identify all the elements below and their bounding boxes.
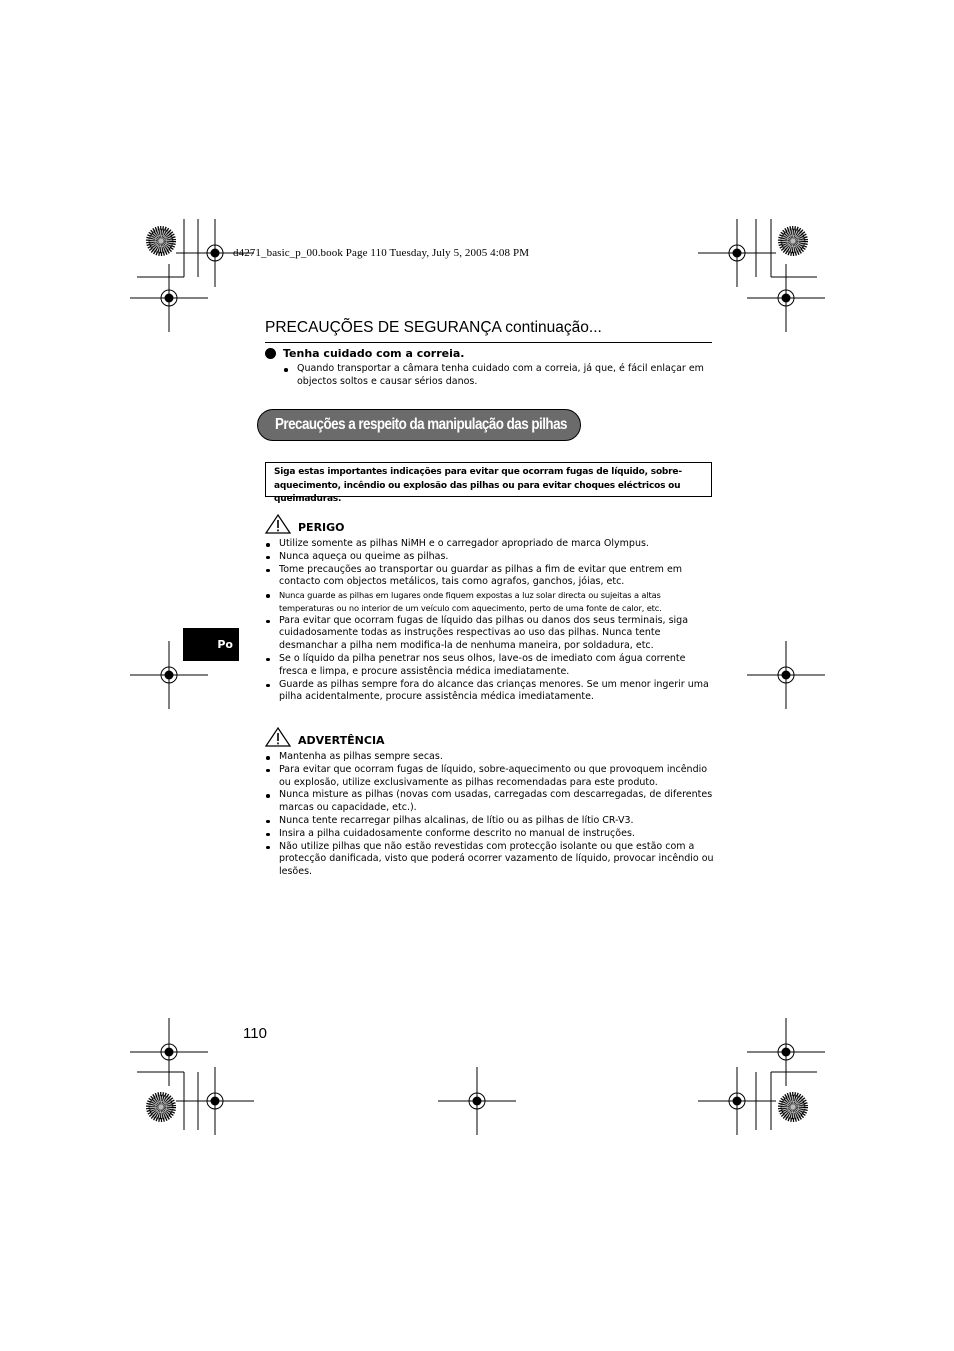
page-number: 110 [243,1025,267,1042]
warning-list [265,751,715,879]
battery-banner-text: Precauções a respeito da manipulação das pilhas [275,416,567,433]
list-item: Nunca aqueça ou queime as pilhas. [265,551,715,564]
list-item: Nunca guarde as pilhas em lugares onde fiquem expostas a luz solar directa ou sujeitas a altas temperaturas ou no interior de um veículo com aquecimento, perto de uma fonte de calor, etc. [265,589,715,614]
battery-section-banner [257,409,581,441]
warning-heading [265,727,715,747]
warning-section [265,727,715,879]
danger-section [265,514,715,704]
list-item: Para evitar que ocorram fugas de líquido das pilhas ou danos dos seus terminais, siga cuidadosamente todas as instruções respectivas ao uso das pilhas. Nunca tente desmanchar a pilha nem modifica-la de nenhuma maneira, por soldadura, etc. [265,615,715,653]
list-item: Guarde as pilhas sempre fora do alcance das crianças menores. Se um menor ingerir uma pilha acidentalmente, procure assistência médica imediatamente. [265,679,715,705]
list-item: Nunca misture as pilhas (novas com usadas, carregadas com descarregadas, de diferentes marcas ou capacidade, etc.). [265,789,715,815]
strap-heading-text: Tenha cuidado com a correia. [283,347,465,360]
list-item: Não utilize pilhas que não estão revestidas com protecção isolante ou que estão com a protecção danificada, visto que poderá ocorrer vazamento de líquido, provocar incêndio ou lesões. [265,841,715,879]
warning-label: ADVERTÊNCIA [298,734,385,747]
bullet-icon [265,348,276,359]
list-item: Quando transportar a câmara tenha cuidado com a correia, já que, é fácil enlaçar em objectos soltos e causar sérios danos. [283,363,713,389]
list-item: Se o líquido da pilha penetrar nos seus olhos, lave-os de imediato com água corrente fresca e limpa, e procure assistência médica imediatamente. [265,653,715,679]
danger-list [265,538,715,704]
list-item: Utilize somente as pilhas NiMH e o carregador apropriado de marca Olympus. [265,538,715,551]
danger-label: PERIGO [298,521,345,534]
list-item: Tome precauções ao transportar ou guardar as pilhas a fim de evitar que entrem em contacto com objectos metálicos, tais como agrafos, ganchos, jóias, etc. [265,564,715,590]
strap-text [283,363,713,389]
title-rule [265,342,712,343]
list-item: Nunca tente recarregar pilhas alcalinas, de lítio ou as pilhas de lítio CR-V3. [265,815,715,828]
danger-heading [265,514,715,534]
list-item: Insira a pilha cuidadosamente conforme descrito no manual de instruções. [265,828,715,841]
language-tab [183,628,239,661]
strap-heading [265,347,464,360]
language-tab-label: Po [217,638,233,651]
warning-triangle-icon [265,514,291,534]
warning-triangle-icon [265,727,291,747]
section-title: PRECAUÇÕES DE SEGURANÇA continuação... [265,319,602,336]
print-header-info: d4271_basic_p_00.book Page 110 Tuesday, July 5, 2005 4:08 PM [233,247,530,259]
notice-box: Siga estas importantes indicações para evitar que ocorram fugas de líquido, sobre-aquecimento, incêndio ou explosão das pilhas ou para evitar choques eléctricos ou queimaduras. [265,462,712,497]
list-item: Para evitar que ocorram fugas de líquido, sobre-aquecimento ou que provoquem incêndio ou explosão, utilize exclusivamente as pilhas recomendadas para este produto. [265,764,715,790]
list-item: Mantenha as pilhas sempre secas. [265,751,715,764]
